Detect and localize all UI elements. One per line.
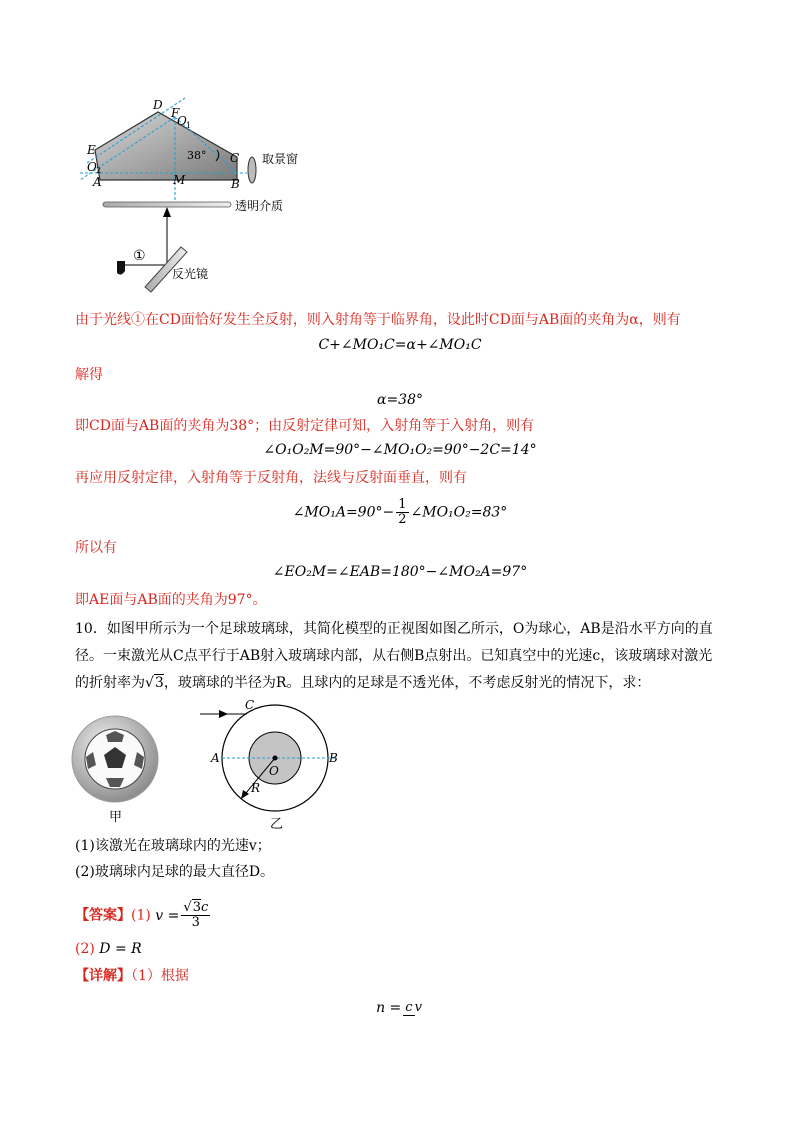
transparent-medium [103,202,231,207]
solution-paragraph-3: 即CD面与AB面的夹角为38°；由反射定律可知，入射角等于入射角，则有 [75,418,535,434]
subquestion-1: (1)该激光在玻璃球内的光速v； [75,838,271,854]
equation-2: α=38° [377,392,423,408]
medium-label: 透明介质 [235,199,284,213]
label-C: C [230,151,240,165]
label-M: M [173,173,186,187]
label-F: F [171,106,180,120]
solution-paragraph-2: 解得 [75,367,103,383]
label-O: O [269,764,279,778]
arrow-right-icon [219,710,228,718]
label-A: A [93,175,102,189]
angle-label: 38° [187,149,207,162]
label-ray1: ① [133,248,146,264]
mirror-label: 反光镜 [172,267,209,281]
viewing-window [248,157,256,183]
figure-label-jia: 甲 [109,810,123,825]
eye-icon [117,261,125,275]
soccer-glass-ball-figure [70,715,165,825]
arrow-up-icon [163,207,171,217]
glass-ball-diagram [195,695,355,830]
solution-paragraph-4: 再应用反射定律，入射角等于反射角，法线与反射面垂直，则有 [75,470,467,486]
prism-figure [75,95,335,295]
solution-paragraph-5: 所以有 [75,540,117,556]
equation-1: C+∠MO₁C=α+∠MO₁C [318,337,482,353]
svg-text:1: 1 [186,121,192,130]
viewing-window-label: 取景窗 [262,152,299,166]
answer-line-2: (2) D = R [75,941,142,957]
label-B: B [329,751,338,765]
solution-paragraph-6: 即AE面与AB面的夹角为97°。 [75,592,267,608]
svg-text:2: 2 [96,166,102,175]
answer-line-1: 【答案】(1) v = $\frac{√3c}{3}$ [75,900,209,930]
equation-n: n = c v [376,1000,422,1016]
solution-paragraph-1: 由于光线①在CD面恰好发生全反射，则入射角等于临界角，设此时CD面与AB面的夹角为α，则有 [75,312,681,328]
prism-body [95,112,240,180]
label-A: A [211,751,220,765]
equation-3: ∠O₁O₂M=90°−∠MO₁O₂=90°−2C=14° [263,442,537,458]
figure-label-yi: 乙 [270,817,284,830]
subquestion-2: (2)玻璃球内足球的最大直径D。 [75,864,275,880]
question-line-2: 径。一束激光从C点平行于AB射入玻璃球内部，从右侧B点射出。已知真空中的光速c，该玻璃球对激光 [75,648,713,664]
detail-line: 【详解】（1）根据 [75,968,189,984]
label-B: B [231,177,240,191]
label-E: E [87,143,96,157]
question-line-3: 的折射率为√3，玻璃球的半径为R。且球内的足球是不透光体，不考虑反射光的情况下，求： [75,675,651,691]
label-C: C [245,698,255,712]
label-O2: O [87,160,97,174]
equation-5: ∠EO₂M=∠EAB=180°−∠MO₂A=97° [272,564,528,580]
equation-4: ∠MO₁A=90°− $\frac{1}{2}$ ∠MO₁O₂=83° [292,497,508,527]
label-R: R [251,781,261,795]
label-O1: O [177,114,187,128]
label-D: D [153,98,163,112]
question-line-1: 10．如图甲所示为一个足球玻璃球，其简化模型的正视图如图乙所示，O为球心，AB是沿水平方向的直 [75,621,713,637]
